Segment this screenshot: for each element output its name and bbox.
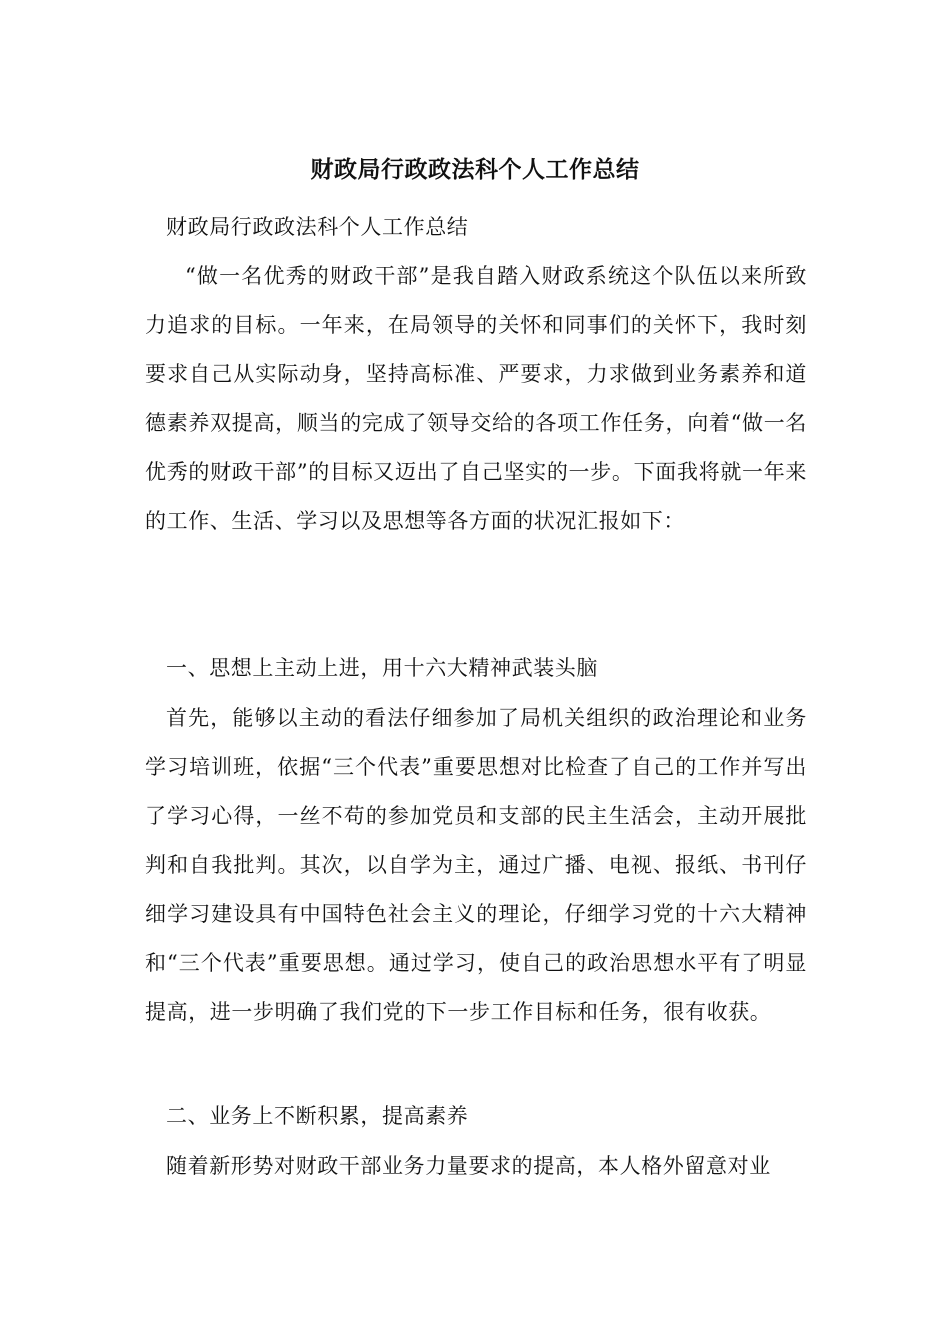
- section-heading-2-text: 二、业务上不断积累，提高素养: [166, 1104, 469, 1128]
- section-heading-1-text: 一、思想上主动上进，用十六大精神武装头脑: [166, 656, 598, 680]
- section-heading-1: [145, 644, 807, 693]
- section-paragraph-2: [145, 1142, 807, 1191]
- document-subtitle: [145, 203, 807, 252]
- section-heading-2: [145, 1092, 807, 1141]
- intro-paragraph-text: “做一名优秀的财政干部”是我自踏入财政系统这个队伍以来所致力追求的目标。一年来，在局领导的关怀和同事们的关怀下，我时刻要求自己从实际动身，坚持高标准、严要求，力求做到业务素养和道德素养双提高，顺当的完成了领导交给的各项工作任务，向着“做一名优秀的财政干部”的目标又迈出了自己坚实的一步。下面我将就一年来的工作、生活、学习以及思想等各方面的状况汇报如下：: [145, 264, 807, 533]
- section-paragraph-2-text: 随着新形势对财政干部业务力量要求的提高，本人格外留意对业: [166, 1154, 771, 1178]
- subtitle-text: 财政局行政政法科个人工作总结: [166, 215, 469, 239]
- document-title: 财政局行政政法科个人工作总结: [310, 156, 640, 183]
- section-paragraph-1: [145, 694, 807, 1037]
- section-paragraph-1-text: 首先，能够以主动的看法仔细参加了局机关组织的政治理论和业务学习培训班，依据“三个代表”重要思想对比检查了自己的工作并写出了学习心得，一丝不苟的参加党员和支部的民主生活会，主动开展批判和自我批判。其次，以自学为主，通过广播、电视、报纸、书刊仔细学习建设具有中国特色社会主义的理论，仔细学习党的十六大精神和“三个代表”重要思想。通过学习，使自己的政治思想水平有了明显提高，进一步明确了我们党的下一步工作目标和任务，很有收获。: [145, 706, 807, 1024]
- intro-paragraph: [145, 252, 807, 546]
